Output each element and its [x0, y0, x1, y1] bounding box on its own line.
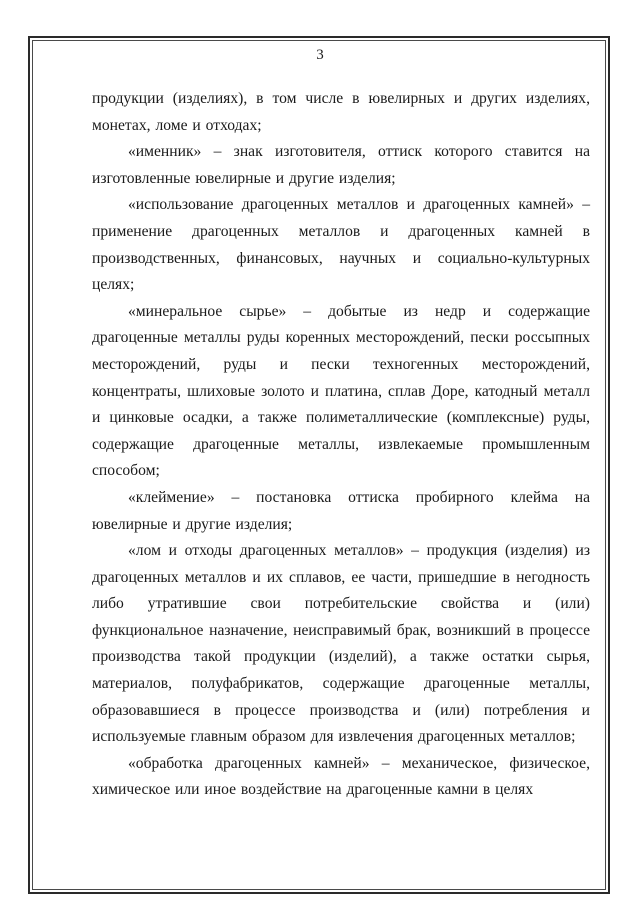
paragraph-mineral-raw-definition: «минеральное сырье» – добытые из недр и содержащие драгоценные металлы руды коренных месторождений, пески россыпных месторождений, руды и пески техногенных месторождений, концентраты, шлиховые золото и платина, сплав Доре, катодный металл и цинковые осадки, а также полиметаллические (комплексные) руды, содержащие драгоценные металлы, извлекаемые промышленным способом;	[92, 302, 590, 480]
paragraph-scrap-definition: «лом и отходы драгоценных металлов» – продукция (изделия) из драгоценных металлов и их сплавов, ее части, пришедшие в негодность либо утратившие свои потребительские свойства и (или) функциональное назначение, неисправимый брак, возникший в процессе производства такой продукции (изделий), а также остатки сырья, материалов, полуфабрикатов, содержащие драгоценные металлы, образовавшиеся в процессе производства и (или) потребления и используемые главным образом для извлечения драгоценных металлов;	[92, 542, 590, 746]
paragraph-hallmarking-definition: «клеймение» – постановка оттиска пробирного клейма на ювелирные и другие изделия;	[92, 488, 590, 533]
document-body	[92, 86, 590, 804]
paragraph-continuation: продукции (изделиях), в том числе в ювелирных и других изделиях, монетах, ломе и отходах;	[92, 90, 590, 134]
page-number: 3	[316, 47, 324, 63]
paragraph-imennik-definition: «именник» – знак изготовителя, оттиск которого ставится на изготовленные ювелирные и другие изделия;	[92, 143, 590, 187]
paragraph-usage-definition: «использование драгоценных металлов и драгоценных камней» – применение драгоценных металлов и драгоценных камней в производственных, финансовых, научных и социально-культурных целях;	[92, 196, 590, 294]
paragraph-stone-processing-definition: «обработка драгоценных камней» – механическое, физическое, химическое или иное воздействие на драгоценные камни в целях	[92, 754, 590, 799]
